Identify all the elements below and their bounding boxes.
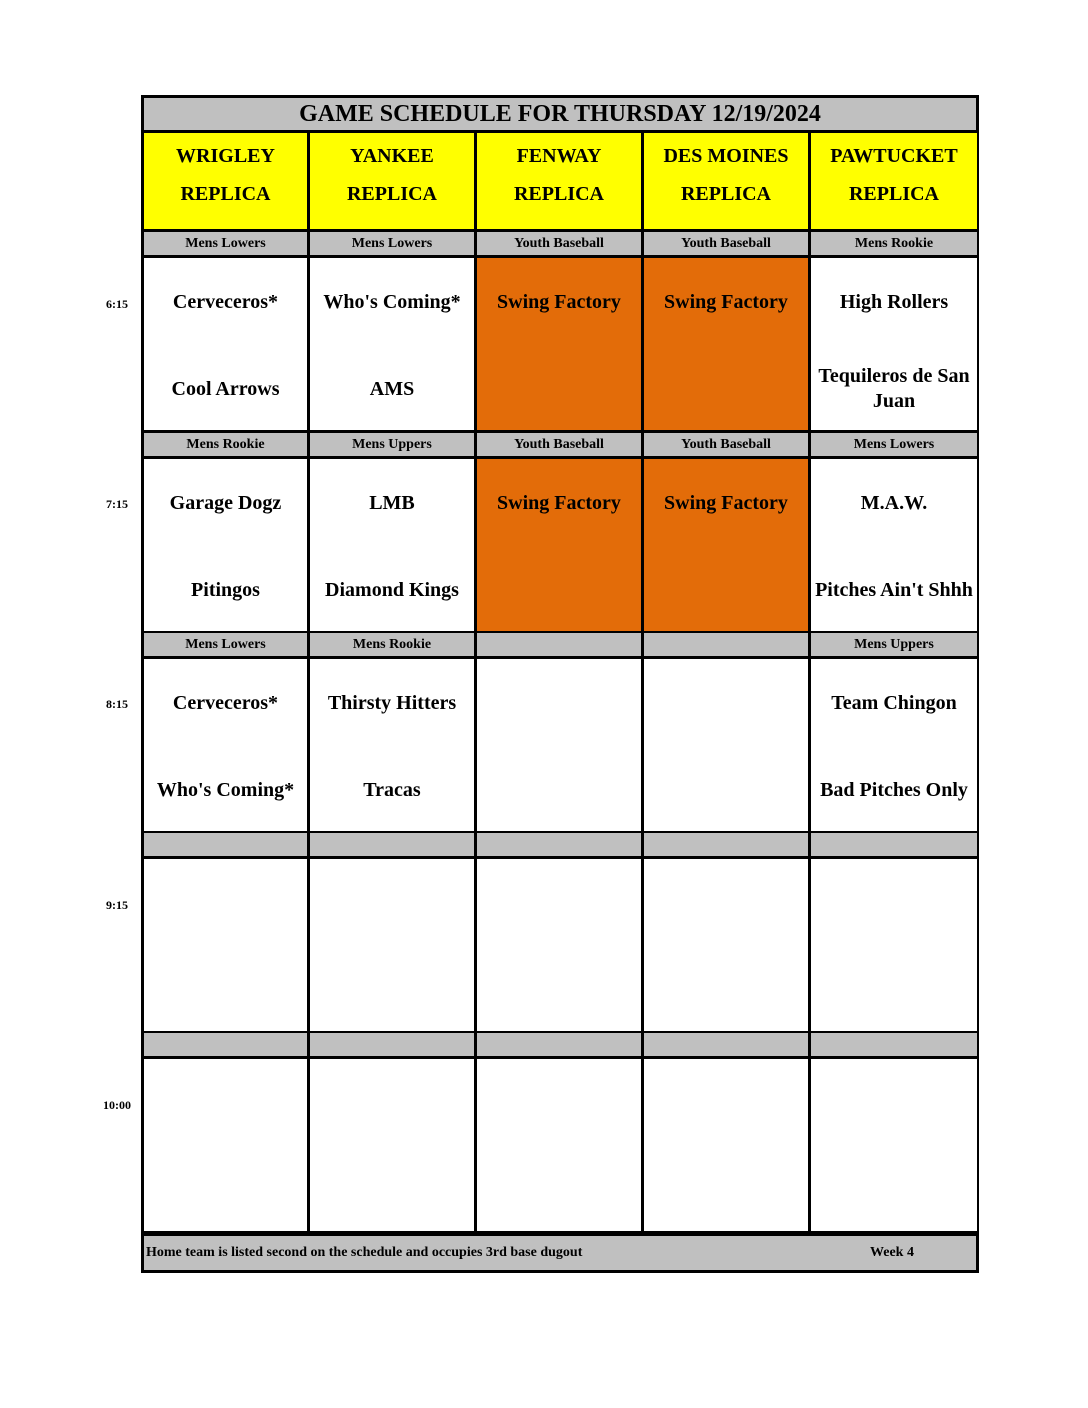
home-team: Pitingos	[191, 578, 260, 601]
venue-header	[310, 133, 474, 229]
away-team: Who's Coming*	[323, 290, 461, 313]
league-label: Mens Rookie	[310, 633, 474, 656]
venue-subtitle: REPLICA	[513, 183, 604, 205]
venue-subtitle: REPLICA	[680, 183, 771, 205]
time-label: 6:15	[106, 297, 128, 311]
away-team	[811, 1089, 977, 1117]
game-cell	[144, 859, 307, 1031]
league-label: Mens Uppers	[310, 433, 474, 456]
home-team	[477, 1163, 641, 1217]
venue-name: PAWTUCKET	[830, 145, 958, 167]
league-label	[144, 833, 307, 856]
game-cell	[644, 258, 808, 430]
game-cell	[144, 1059, 307, 1231]
venue-name: FENWAY	[516, 145, 602, 167]
league-label: Mens Lowers	[144, 232, 307, 255]
league-label	[477, 1033, 641, 1056]
league-label: Mens Lowers	[310, 232, 474, 255]
away-team: Cerveceros*	[172, 691, 279, 714]
league-label: Youth Baseball	[477, 232, 641, 255]
league-label	[310, 1033, 474, 1056]
venue-subtitle: REPLICA	[180, 183, 271, 205]
game-cell	[477, 659, 641, 831]
venue-subtitle: REPLICA	[848, 183, 939, 205]
home-team	[644, 362, 808, 416]
away-team: Swing Factory	[497, 290, 621, 313]
league-label: Mens Lowers	[811, 433, 977, 456]
game-cell	[310, 1059, 474, 1231]
league-label	[644, 1033, 808, 1056]
away-team	[644, 689, 808, 717]
home-team	[811, 963, 977, 1017]
away-team: M.A.W.	[860, 491, 928, 514]
schedule-table	[141, 95, 979, 1273]
league-label: Mens Lowers	[144, 633, 307, 656]
game-cell	[644, 1059, 808, 1231]
venue-subtitle: REPLICA	[346, 183, 437, 205]
league-label	[644, 633, 808, 656]
game-cell	[811, 258, 977, 430]
away-team: Cerveceros*	[172, 290, 279, 313]
game-cell	[477, 459, 641, 631]
away-team: Swing Factory	[664, 290, 788, 313]
home-team	[811, 1163, 977, 1217]
game-cell	[811, 459, 977, 631]
league-label	[811, 1033, 977, 1056]
league-label: Mens Uppers	[811, 633, 977, 656]
game-cell	[477, 1059, 641, 1231]
away-team	[644, 1089, 808, 1117]
game-cell	[310, 659, 474, 831]
home-team	[477, 362, 641, 416]
away-team: Thirsty Hitters	[327, 691, 457, 714]
venue-header	[477, 133, 641, 229]
away-team	[644, 889, 808, 917]
game-cell	[644, 859, 808, 1031]
away-team	[144, 1089, 307, 1117]
game-cell	[144, 459, 307, 631]
venue-header	[144, 133, 307, 229]
league-label	[477, 833, 641, 856]
league-label	[811, 833, 977, 856]
time-label: 10:00	[103, 1098, 131, 1112]
league-label	[644, 833, 808, 856]
home-team	[644, 963, 808, 1017]
game-cell	[144, 659, 307, 831]
away-team: LMB	[369, 491, 415, 514]
game-cell	[310, 859, 474, 1031]
league-label: Youth Baseball	[644, 232, 808, 255]
game-cell	[644, 659, 808, 831]
away-team: Swing Factory	[497, 491, 621, 514]
home-team	[477, 563, 641, 617]
home-team: Tracas	[363, 778, 421, 801]
away-team: High Rollers	[839, 290, 949, 313]
time-label: 9:15	[106, 898, 128, 912]
away-team	[477, 689, 641, 717]
league-label: Youth Baseball	[477, 433, 641, 456]
home-team: Tequileros de San Juan	[818, 365, 970, 412]
time-label: 7:15	[106, 497, 128, 511]
venue-header	[644, 133, 808, 229]
home-team: Bad Pitches Only	[820, 778, 968, 801]
home-team	[310, 1163, 474, 1217]
home-team	[144, 963, 307, 1017]
home-team	[310, 963, 474, 1017]
venue-name: YANKEE	[350, 145, 434, 167]
game-cell	[310, 459, 474, 631]
away-team: Team Chingon	[831, 691, 957, 714]
page-title: GAME SCHEDULE FOR THURSDAY 12/19/2024	[144, 98, 976, 130]
away-team	[477, 1089, 641, 1117]
venue-header	[811, 133, 977, 229]
league-label: Mens Rookie	[811, 232, 977, 255]
home-team: Pitches Ain't Shhh	[815, 578, 973, 601]
away-team	[811, 889, 977, 917]
home-team	[644, 763, 808, 817]
game-cell	[310, 258, 474, 430]
home-team: AMS	[369, 377, 415, 400]
game-cell	[811, 859, 977, 1031]
game-cell	[811, 1059, 977, 1231]
game-cell	[811, 659, 977, 831]
away-team	[144, 889, 307, 917]
away-team	[477, 889, 641, 917]
away-team	[310, 889, 474, 917]
time-label: 8:15	[106, 697, 128, 711]
home-team	[477, 763, 641, 817]
home-team	[144, 1163, 307, 1217]
away-team	[310, 1089, 474, 1117]
game-cell	[477, 859, 641, 1031]
home-team	[477, 963, 641, 1017]
game-cell	[144, 258, 307, 430]
home-team: Cool Arrows	[171, 377, 280, 400]
venue-name: DES MOINES	[663, 145, 789, 167]
home-team	[644, 563, 808, 617]
home-team	[644, 1163, 808, 1217]
league-label	[310, 833, 474, 856]
home-team: Diamond Kings	[325, 578, 459, 601]
footer-bar	[144, 1236, 976, 1270]
league-label: Youth Baseball	[644, 433, 808, 456]
venue-name: WRIGLEY	[176, 145, 275, 167]
game-cell	[477, 258, 641, 430]
week-label: Week 4	[870, 1245, 914, 1260]
footer-note: Home team is listed second on the schedule and occupies 3rd base dugout	[146, 1245, 583, 1260]
home-team: Who's Coming*	[156, 778, 295, 801]
league-label	[144, 1033, 307, 1056]
league-label	[477, 633, 641, 656]
game-cell	[644, 459, 808, 631]
away-team: Swing Factory	[664, 491, 788, 514]
away-team: Garage Dogz	[169, 491, 282, 514]
league-label: Mens Rookie	[144, 433, 307, 456]
